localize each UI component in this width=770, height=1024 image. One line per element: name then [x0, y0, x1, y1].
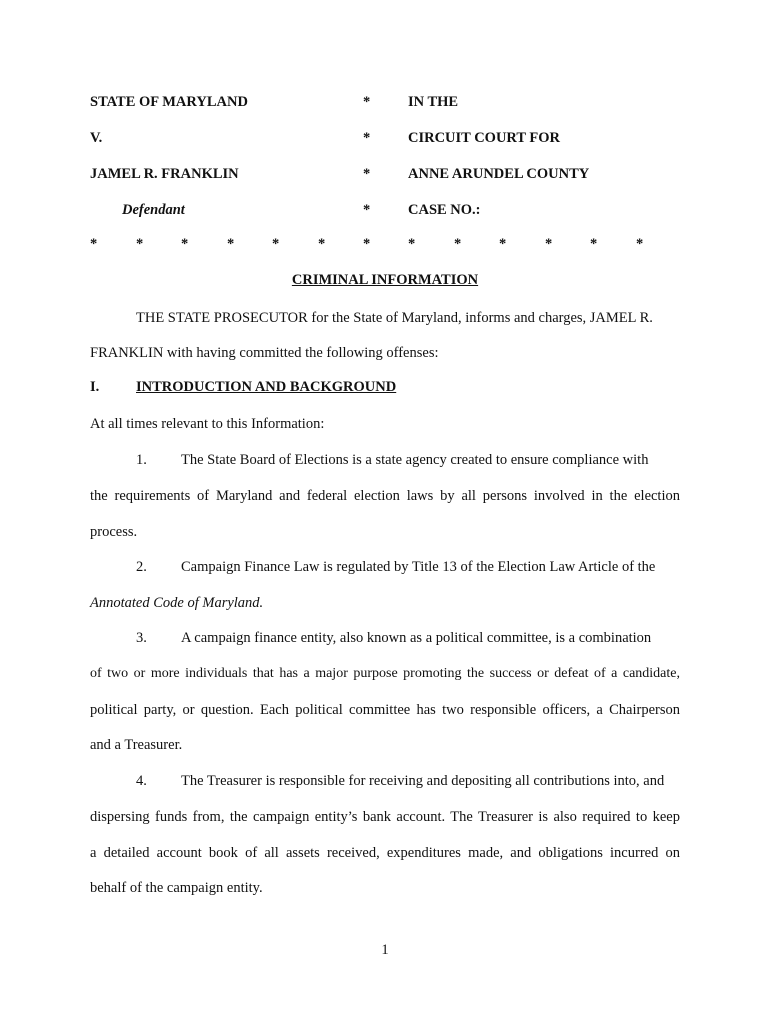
intro-line: FRANKLIN with having committed the following offenses: — [90, 345, 439, 361]
separator-asterisk: * — [590, 236, 598, 252]
separator-asterisk: * — [454, 236, 462, 252]
separator-asterisk: * — [272, 236, 280, 252]
caption-case-number: CASE NO.: — [408, 202, 481, 218]
paragraph-number: 4. — [136, 773, 147, 789]
caption-court-line: CIRCUIT COURT FOR — [408, 130, 561, 146]
caption-court-line: ANNE ARUNDEL COUNTY — [408, 166, 590, 182]
section-number: I. — [90, 379, 100, 395]
separator-asterisk: * — [227, 236, 235, 252]
caption-defendant-label: Defendant — [122, 202, 185, 218]
page-number: 1 — [381, 942, 389, 958]
separator-asterisk: * — [408, 236, 416, 252]
paragraph-number: 2. — [136, 559, 147, 575]
caption-versus: V. — [90, 130, 103, 146]
document-title: CRIMINAL INFORMATION — [291, 272, 479, 288]
caption-row — [0, 94, 770, 116]
paragraph-line: process. — [90, 524, 138, 540]
caption-separator — [0, 236, 770, 256]
separator-asterisk: * — [181, 236, 189, 252]
paragraph-line: Campaign Finance Law is regulated by Title 13 of the Election Law Article of the — [181, 559, 656, 575]
paragraph-line: and a Treasurer. — [90, 737, 183, 753]
caption-asterisk: * — [363, 94, 371, 110]
caption-asterisk: * — [363, 130, 371, 146]
caption-row — [0, 202, 770, 224]
paragraph-line: of two or more individuals that has a major purpose promoting the success or defeat of a candidate, — [90, 666, 680, 681]
paragraph-line: The Treasurer is responsible for receiving and depositing all contributions into, and — [181, 773, 665, 789]
caption-party-defendant: JAMEL R. FRANKLIN — [90, 166, 239, 182]
intro-line: THE STATE PROSECUTOR for the State of Maryland, informs and charges, JAMEL R. — [136, 310, 653, 326]
separator-asterisk: * — [136, 236, 144, 252]
section-title: INTRODUCTION AND BACKGROUND — [136, 379, 397, 395]
paragraph-line: A campaign finance entity, also known as a political committee, is a combination — [181, 630, 652, 646]
separator-asterisk: * — [363, 236, 371, 252]
caption-asterisk: * — [363, 202, 371, 218]
caption-row — [0, 130, 770, 152]
separator-asterisk: * — [636, 236, 644, 252]
paragraph-line: dispersing funds from, the campaign entity’s bank account. The Treasurer is also required to keep — [90, 809, 680, 825]
caption-court-line: IN THE — [408, 94, 459, 110]
paragraph-number: 3. — [136, 630, 147, 646]
separator-asterisk: * — [318, 236, 326, 252]
paragraph-line: The State Board of Elections is a state agency created to ensure compliance with — [181, 452, 649, 468]
paragraph-line: a detailed account book of all assets received, expenditures made, and obligations incurred on — [90, 845, 680, 861]
paragraph-number: 1. — [136, 452, 147, 468]
paragraph-line: political party, or question. Each political committee has two responsible officers, a Chairperson — [90, 702, 680, 718]
paragraph-line: Annotated Code of Maryland. — [90, 595, 264, 611]
relevant-times-line: At all times relevant to this Information: — [90, 416, 325, 432]
paragraph-line: behalf of the campaign entity. — [90, 880, 263, 896]
paragraph-line: the requirements of Maryland and federal election laws by all persons involved in the election — [90, 488, 680, 504]
caption-asterisk: * — [363, 166, 371, 182]
separator-asterisk: * — [90, 236, 98, 252]
separator-asterisk: * — [545, 236, 553, 252]
separator-asterisk: * — [499, 236, 507, 252]
caption-row — [0, 166, 770, 188]
caption-party-state: STATE OF MARYLAND — [90, 94, 248, 110]
